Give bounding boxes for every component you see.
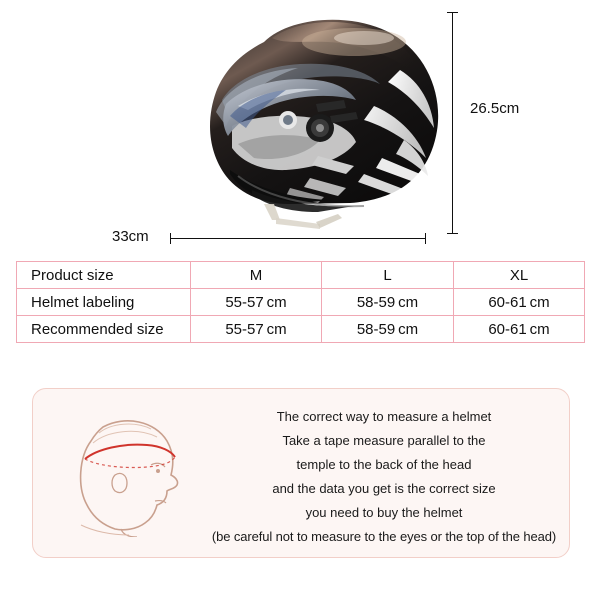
row-label-recommended-size: Recommended size — [17, 316, 191, 343]
measurement-instruction-panel — [32, 388, 570, 558]
height-dimension-line — [452, 12, 453, 234]
instruction-line-5: you need to buy the helmet — [305, 505, 463, 520]
instruction-line-4: and the data you get is the correct size — [272, 481, 496, 496]
instruction-line-2: Take a tape measure parallel to the — [282, 433, 486, 448]
cell-recommended-size-xl: 60-61 cm — [454, 316, 585, 343]
cell-helmet-labeling-m: 55-57 cm — [191, 289, 322, 316]
table-row — [17, 316, 585, 343]
cell-helmet-labeling-l: 58-59 cm — [322, 289, 454, 316]
table-row — [17, 262, 585, 289]
cell-helmet-labeling-xl: 60-61 cm — [454, 289, 585, 316]
instruction-line-6: (be careful not to measure to the eyes or the top of the head) — [211, 529, 557, 544]
cell-recommended-size-m: 55-57 cm — [191, 316, 322, 343]
instruction-line-1: The correct way to measure a helmet — [276, 409, 492, 424]
size-table — [16, 261, 585, 343]
head-measurement-diagram — [63, 413, 203, 537]
instruction-text — [209, 405, 559, 549]
table-header-xl: XL — [454, 262, 585, 289]
table-row — [17, 289, 585, 316]
height-dimension-label: 26.5cm — [470, 100, 520, 117]
helmet-product-image — [168, 8, 454, 236]
table-header-l: L — [322, 262, 454, 289]
table-header-m: M — [191, 262, 322, 289]
product-image-area — [0, 0, 600, 252]
instruction-line-3: temple to the back of the head — [296, 457, 472, 472]
width-dimension-label: 33cm — [112, 228, 149, 245]
table-header-product-size: Product size — [17, 262, 191, 289]
width-dimension-line — [170, 238, 426, 239]
row-label-helmet-labeling: Helmet labeling — [17, 289, 191, 316]
cell-recommended-size-l: 58-59 cm — [322, 316, 454, 343]
